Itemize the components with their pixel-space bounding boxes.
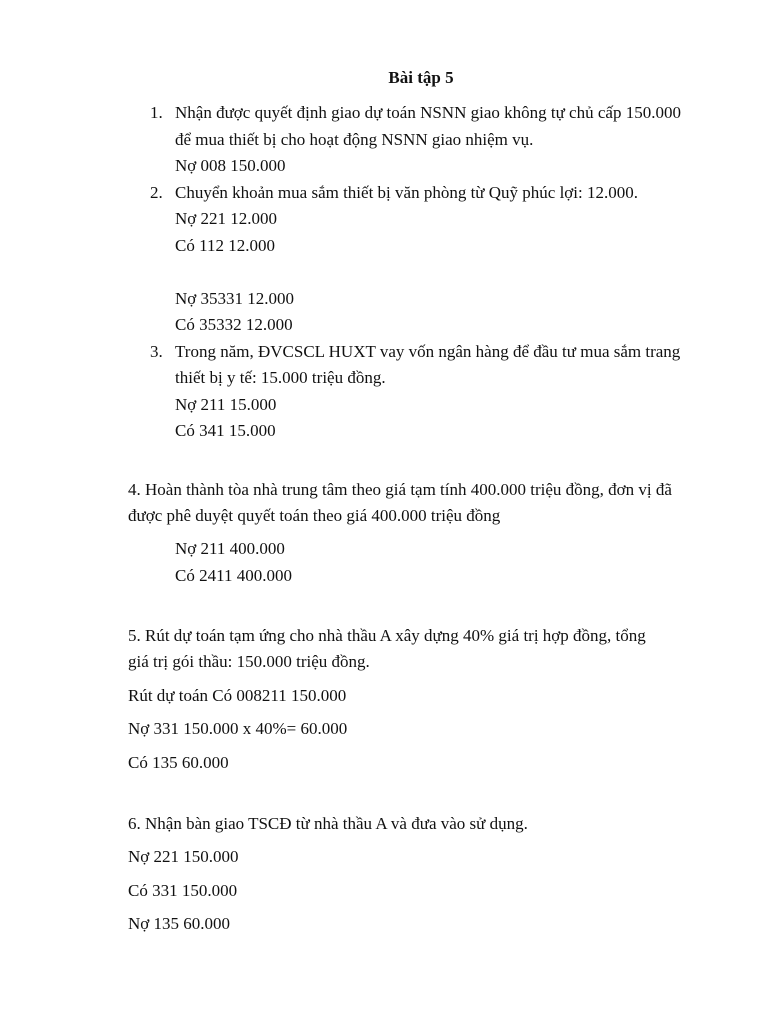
list-number: 1. [150,103,163,122]
item-text: Chuyển khoản mua sắm thiết bị văn phòng từ Quỹ phúc lợi: 12.000. [175,182,638,202]
journal-entry: Có 112 12.000 [175,235,275,255]
journal-entry: Nợ 35331 12.000 [175,288,295,308]
journal-entry: Có 35332 12.000 [175,315,293,334]
list-item-2 [150,180,730,339]
item-4-text-line-2: được phê duyệt quyết toán theo giá 400.000 triệu đồng [128,506,501,525]
list-number: 2. [150,182,163,202]
item-4-entry-debit: Nợ 211 400.000 [175,539,285,558]
item-5-entry-3: Có 135 60.000 [128,753,229,772]
item-5-text-line-2: giá trị gói thầu: 150.000 triệu đồng. [128,652,370,671]
page-title: Bài tập 5 [388,68,454,87]
item-5-entry-2: Nợ 331 150.000 x 40%= 60.000 [128,719,348,738]
journal-entry: Nợ 008 150.000 [175,156,286,175]
list-item-3 [150,339,730,445]
item-6-text-line-1: 6. Nhận bàn giao TSCĐ từ nhà thầu A và đưa vào sử dụng. [128,814,528,833]
item-5-entry-1: Rút dự toán Có 008211 150.000 [128,686,347,705]
item-text: để mua thiết bị cho hoạt động NSNN giao nhiệm vụ. [175,129,534,149]
journal-entry: Có 341 15.000 [175,421,276,440]
journal-entry: Nợ 221 12.000 [175,209,278,228]
numbered-list [150,100,730,445]
list-item-1 [150,100,730,180]
blank-line [175,259,730,286]
journal-entry: Nợ 211 15.000 [175,394,277,414]
item-text: Nhận được quyết định giao dự toán NSNN giao không tự chủ cấp 150.000 [175,103,681,122]
item-6-entry-3: Nợ 135 60.000 [128,914,231,933]
item-6-entry-2: Có 331 150.000 [128,881,238,900]
item-5-text-line-1: 5. Rút dự toán tạm ứng cho nhà thầu A xây dựng 40% giá trị hợp đồng, tổng [128,626,646,645]
item-4-entry-credit: Có 2411 400.000 [175,566,292,585]
item-4-text-line-1: 4. Hoàn thành tòa nhà trung tâm theo giá tạm tính 400.000 triệu đồng, đơn vị đã [128,480,672,499]
item-6-entry-1: Nợ 221 150.000 [128,847,239,866]
item-text: Trong năm, ĐVCSCL HUXT vay vốn ngân hàng để đầu tư mua sắm trang [175,341,681,361]
list-number: 3. [150,341,163,361]
item-text: thiết bị y tế: 15.000 triệu đồng. [175,368,386,387]
